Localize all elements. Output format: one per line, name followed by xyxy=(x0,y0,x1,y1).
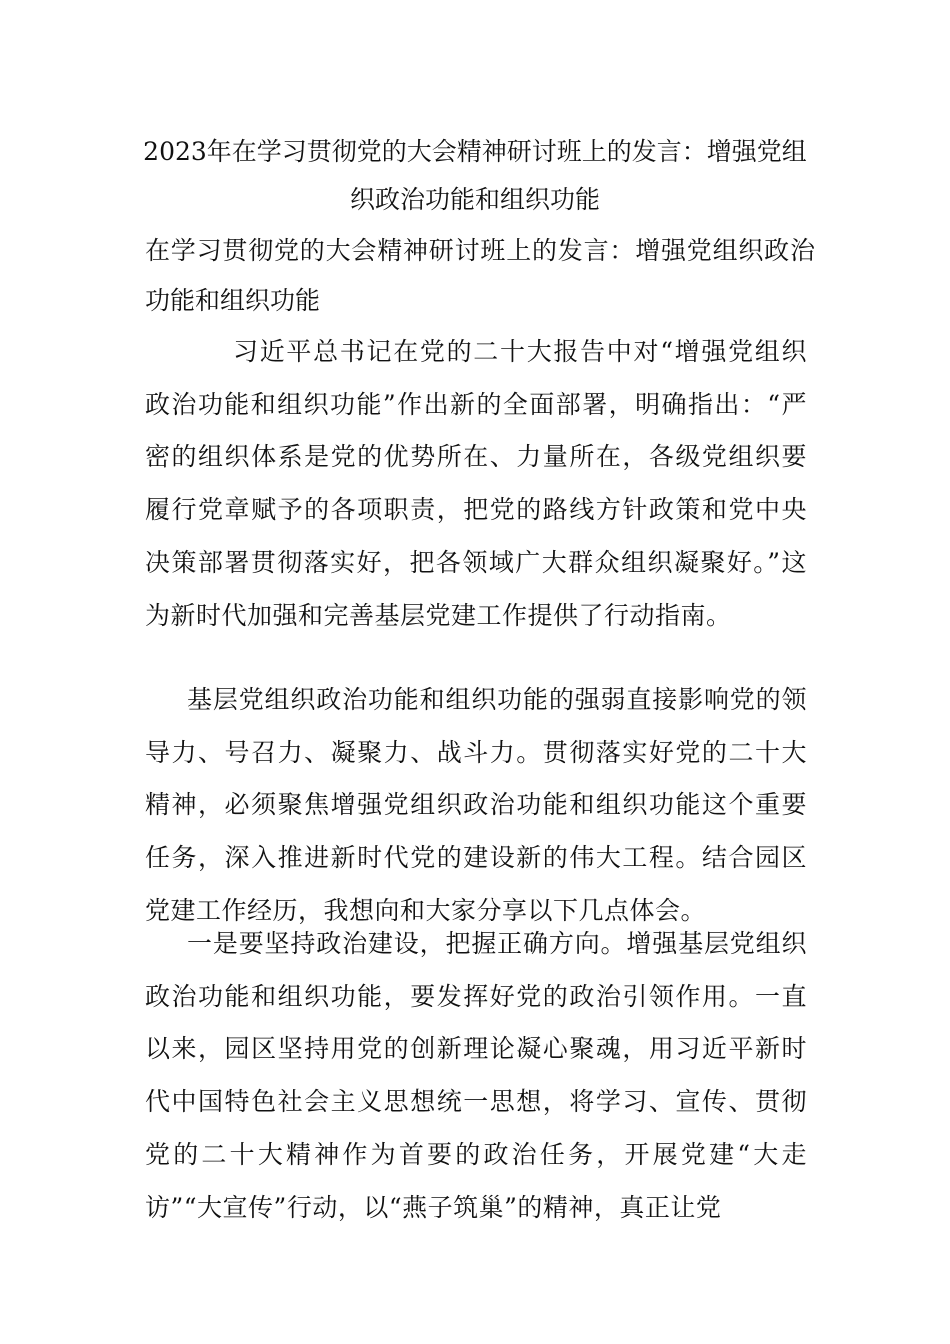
paragraph-2: 基层党组织政治功能和组织功能的强弱直接影响党的领导力、号召力、凝聚力、战斗力。贯彻落实好党的二十大精神，必须聚焦增强党组织政治功能和组织功能这个重要任务，深入推进新时代党的建设新的伟大工程。结合园区党建工作经历，我想向和大家分享以下几点体会。 xyxy=(145,685,807,925)
document-subtitle: 在学习贯彻党的大会精神研讨班上的发言：增强党组织政治功能和组织功能 xyxy=(145,236,815,315)
paragraph-1: 习近平总书记在党的二十大报告中对“增强党组织政治功能和组织功能”作出新的全面部署，明确指出：“严密的组织体系是党的优势所在、力量所在，各级党组织要履行党章赋予的各项职责，把党的路线方针政策和党中央决策部署贯彻落实好，把各领域广大群众组织凝聚好。”这为新时代加强和完善基层党建工作提供了行动指南。 xyxy=(145,337,807,630)
document-title: 2023年在学习贯彻党的大会精神研讨班上的发言：增强党组织政治功能和组织功能 xyxy=(143,137,807,214)
paragraph-3: 一是要坚持政治建设，把握正确方向。增强基层党组织政治功能和组织功能，要发挥好党的政治引领作用。一直以来，园区坚持用党的创新理论凝心聚魂，用习近平新时代中国特色社会主义思想统一思想，将学习、宣传、贯彻党的二十大精神作为首要的政治任务，开展党建“大走访”“大宣传”行动，以“燕子筑巢”的精神，真正让党 xyxy=(145,929,807,1222)
